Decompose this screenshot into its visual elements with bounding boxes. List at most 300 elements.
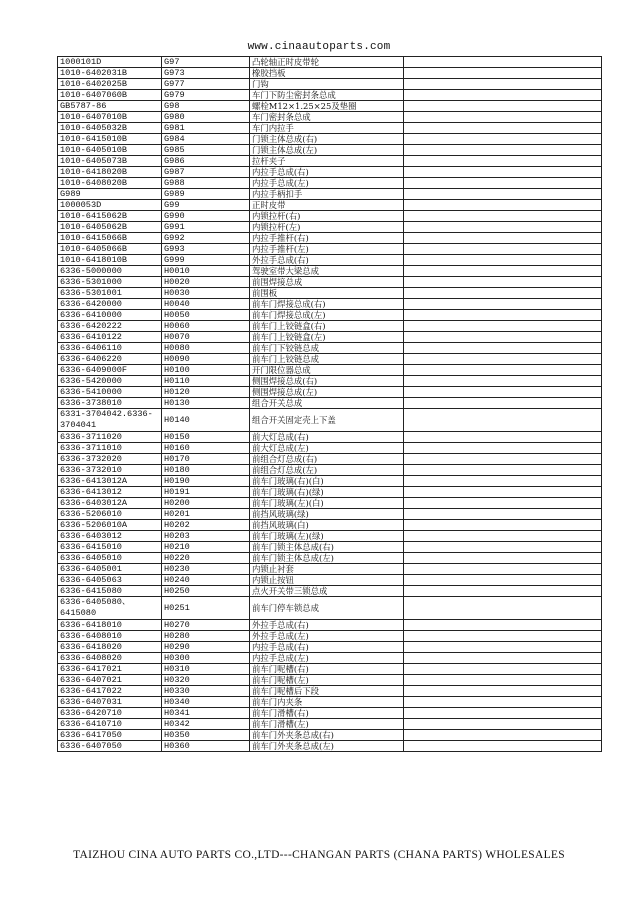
blank-cell [404, 741, 602, 752]
part-name-cell: 前车门下铰链总成 [250, 343, 404, 354]
table-row [58, 631, 602, 642]
part-number-cell: 6336-6408020 [58, 653, 162, 664]
part-number-cell: 1010-6415062B [58, 211, 162, 222]
code-cell: G977 [162, 79, 250, 90]
part-number-cell: 1010-6415066B [58, 233, 162, 244]
part-name-cell: 内拉手总成(左) [250, 178, 404, 189]
part-name-cell: 前挡风玻璃(绿) [250, 509, 404, 520]
part-name-cell: 内拉手柄扣手 [250, 189, 404, 200]
part-name-cell: 内锁拉杆(左) [250, 222, 404, 233]
part-name-cell: 前车门外夹条总成(左) [250, 741, 404, 752]
blank-cell [404, 564, 602, 575]
blank-cell [404, 597, 602, 620]
table-row [58, 79, 602, 90]
code-cell: H0240 [162, 575, 250, 586]
code-cell: H0341 [162, 708, 250, 719]
part-number-cell: 6336-6415080 [58, 586, 162, 597]
blank-cell [404, 123, 602, 134]
blank-cell [404, 509, 602, 520]
table-row [58, 145, 602, 156]
website-header: www.cinaautoparts.com [247, 41, 391, 53]
code-cell: H0202 [162, 520, 250, 531]
part-number-cell: 1010-6407060B [58, 90, 162, 101]
part-name-cell: 前车门上铰链总成 [250, 354, 404, 365]
part-name-cell: 前车门滑槽(左) [250, 719, 404, 730]
code-cell: H0100 [162, 365, 250, 376]
part-number-cell: 6336-6406220 [58, 354, 162, 365]
code-cell: H0342 [162, 719, 250, 730]
code-cell: H0200 [162, 498, 250, 509]
part-number-cell: 1010-6402031B [58, 68, 162, 79]
part-name-cell: 前大灯总成(左) [250, 443, 404, 454]
blank-cell [404, 222, 602, 233]
blank-cell [404, 134, 602, 145]
blank-cell [404, 332, 602, 343]
table-row [58, 575, 602, 586]
part-name-cell: 前组合灯总成(左) [250, 465, 404, 476]
blank-cell [404, 354, 602, 365]
part-name-cell: 车门密封条总成 [250, 112, 404, 123]
part-number-cell: 6336-6408010 [58, 631, 162, 642]
part-number-cell: 6336-6417050 [58, 730, 162, 741]
part-number-cell: 1010-6418020B [58, 167, 162, 178]
code-cell: H0270 [162, 620, 250, 631]
blank-cell [404, 697, 602, 708]
table-row [58, 222, 602, 233]
part-number-cell: 1010-6402025B [58, 79, 162, 90]
code-cell: G989 [162, 189, 250, 200]
part-number-cell: 6336-5301000 [58, 277, 162, 288]
part-name-cell: 侧围焊接总成(左) [250, 387, 404, 398]
part-number-cell: 6336-6413012 [58, 487, 162, 498]
code-cell: H0160 [162, 443, 250, 454]
table-row [58, 398, 602, 409]
part-name-cell: 外拉手总成(右) [250, 255, 404, 266]
part-number-cell: 6336-6403012A [58, 498, 162, 509]
part-name-cell: 前车门玻璃(左)(白) [250, 498, 404, 509]
part-number-cell: 6336-5206010 [58, 509, 162, 520]
table-row [58, 708, 602, 719]
code-cell: H0180 [162, 465, 250, 476]
code-cell: H0020 [162, 277, 250, 288]
code-cell: G985 [162, 145, 250, 156]
blank-cell [404, 620, 602, 631]
code-cell: G980 [162, 112, 250, 123]
part-number-cell: 1000053D [58, 200, 162, 211]
code-cell: H0330 [162, 686, 250, 697]
part-number-cell: 6336-6407021 [58, 675, 162, 686]
table-row [58, 376, 602, 387]
blank-cell [404, 376, 602, 387]
code-cell: H0150 [162, 432, 250, 443]
table-row [58, 487, 602, 498]
code-cell: H0050 [162, 310, 250, 321]
part-number-cell: 6336-6418020 [58, 642, 162, 653]
part-number-cell: 6336-5301001 [58, 288, 162, 299]
table-row [58, 454, 602, 465]
part-number-cell: 6336-6406110 [58, 343, 162, 354]
blank-cell [404, 68, 602, 79]
code-cell: H0090 [162, 354, 250, 365]
part-name-cell: 开门限位器总成 [250, 365, 404, 376]
table-row [58, 432, 602, 443]
part-name-cell: 前大灯总成(右) [250, 432, 404, 443]
code-cell: H0300 [162, 653, 250, 664]
code-cell: H0010 [162, 266, 250, 277]
part-name-cell: 前车门上铰链盒(右) [250, 321, 404, 332]
part-name-cell: 前围板 [250, 288, 404, 299]
blank-cell [404, 664, 602, 675]
table-row [58, 211, 602, 222]
part-name-cell: 前车门玻璃(右)(绿) [250, 487, 404, 498]
part-number-cell: 1010-6415010B [58, 134, 162, 145]
blank-cell [404, 266, 602, 277]
blank-cell [404, 79, 602, 90]
code-cell: H0190 [162, 476, 250, 487]
table-row [58, 101, 602, 112]
code-cell: H0250 [162, 586, 250, 597]
code-cell: G973 [162, 68, 250, 79]
blank-cell [404, 288, 602, 299]
part-name-cell: 前挡风玻璃(白) [250, 520, 404, 531]
table-row [58, 498, 602, 509]
table-row [58, 409, 602, 432]
blank-cell [404, 277, 602, 288]
part-number-cell: 6336-5000000 [58, 266, 162, 277]
code-cell: H0310 [162, 664, 250, 675]
blank-cell [404, 686, 602, 697]
blank-cell [404, 432, 602, 443]
part-number-cell: 6336-6420710 [58, 708, 162, 719]
part-name-cell: 内锁止衬套 [250, 564, 404, 575]
table-row [58, 553, 602, 564]
table-row [58, 233, 602, 244]
table-row [58, 564, 602, 575]
part-number-cell: 6336-6420000 [58, 299, 162, 310]
code-cell: H0280 [162, 631, 250, 642]
part-name-cell: 内拉手总成(右) [250, 167, 404, 178]
part-name-cell: 前车门焊接总成(右) [250, 299, 404, 310]
part-number-cell: 6336-6415010 [58, 542, 162, 553]
part-name-cell: 前围焊接总成 [250, 277, 404, 288]
blank-cell [404, 719, 602, 730]
blank-cell [404, 57, 602, 68]
blank-cell [404, 244, 602, 255]
blank-cell [404, 708, 602, 719]
parts-table [57, 56, 602, 752]
blank-cell [404, 454, 602, 465]
table-row [58, 697, 602, 708]
part-number-cell: 1010-6405073B [58, 156, 162, 167]
blank-cell [404, 255, 602, 266]
part-number-cell: 1010-6405066B [58, 244, 162, 255]
part-number-cell: 6336-3732020 [58, 454, 162, 465]
blank-cell [404, 387, 602, 398]
part-name-cell: 橡胶挡板 [250, 68, 404, 79]
part-name-cell: 拉杆夹子 [250, 156, 404, 167]
table-row [58, 68, 602, 79]
blank-cell [404, 642, 602, 653]
code-cell: G986 [162, 156, 250, 167]
blank-cell [404, 653, 602, 664]
part-number-cell: 1010-6405010B [58, 145, 162, 156]
blank-cell [404, 675, 602, 686]
part-number-cell: 6336-6417021 [58, 664, 162, 675]
part-number-cell: 6331-3704042.6336-3704041 [58, 409, 162, 432]
part-name-cell: 组合开关固定壳上下盖 [250, 409, 404, 432]
part-name-cell: 前车门呢槽(左) [250, 675, 404, 686]
blank-cell [404, 531, 602, 542]
part-name-cell: 车门内拉手 [250, 123, 404, 134]
part-name-cell: 门钩 [250, 79, 404, 90]
table-row [58, 332, 602, 343]
table-row [58, 266, 602, 277]
footer-company-line: TAIZHOU CINA AUTO PARTS CO.,LTD---CHANGAN PARTS (CHANA PARTS) WHOLESALES [73, 849, 565, 861]
code-cell: H0130 [162, 398, 250, 409]
part-name-cell: 前车门锁主体总成(左) [250, 553, 404, 564]
blank-cell [404, 553, 602, 564]
part-number-cell: 6336-6418010 [58, 620, 162, 631]
table-row [58, 465, 602, 476]
table-row [58, 255, 602, 266]
part-name-cell: 前车门停车锁总成 [250, 597, 404, 620]
part-number-cell: 6336-5206010A [58, 520, 162, 531]
part-number-cell: 1010-6405032B [58, 123, 162, 134]
blank-cell [404, 211, 602, 222]
table-row [58, 244, 602, 255]
table-row [58, 387, 602, 398]
blank-cell [404, 730, 602, 741]
part-number-cell: 6336-6410710 [58, 719, 162, 730]
table-row [58, 741, 602, 752]
blank-cell [404, 398, 602, 409]
part-name-cell: 螺栓M12×1.25×25及垫圈 [250, 101, 404, 112]
code-cell: H0220 [162, 553, 250, 564]
part-name-cell: 组合开关总成 [250, 398, 404, 409]
table-row [58, 189, 602, 200]
part-number-cell: 1010-6405062B [58, 222, 162, 233]
code-cell: H0290 [162, 642, 250, 653]
blank-cell [404, 476, 602, 487]
table-row [58, 509, 602, 520]
blank-cell [404, 112, 602, 123]
part-number-cell: 6336-6409000F [58, 365, 162, 376]
table-row [58, 675, 602, 686]
part-name-cell: 内拉手推杆(左) [250, 244, 404, 255]
part-name-cell: 前车门玻璃(左)(绿) [250, 531, 404, 542]
code-cell: H0201 [162, 509, 250, 520]
part-number-cell: 6336-6405080、6415080 [58, 597, 162, 620]
table-row [58, 321, 602, 332]
blank-cell [404, 233, 602, 244]
table-row [58, 90, 602, 101]
code-cell: H0070 [162, 332, 250, 343]
part-name-cell: 前车门玻璃(右)(白) [250, 476, 404, 487]
code-cell: H0060 [162, 321, 250, 332]
part-name-cell: 门锁主体总成(左) [250, 145, 404, 156]
code-cell: H0040 [162, 299, 250, 310]
code-cell: H0203 [162, 531, 250, 542]
table-row [58, 178, 602, 189]
table-row [58, 531, 602, 542]
part-number-cell: 1010-6418010B [58, 255, 162, 266]
blank-cell [404, 200, 602, 211]
part-number-cell: 6336-5420000 [58, 376, 162, 387]
part-name-cell: 前车门滑槽(右) [250, 708, 404, 719]
code-cell: H0340 [162, 697, 250, 708]
blank-cell [404, 520, 602, 531]
part-name-cell: 前车门内夹条 [250, 697, 404, 708]
part-number-cell: 6336-6420222 [58, 321, 162, 332]
code-cell: G98 [162, 101, 250, 112]
part-number-cell: 6336-3738010 [58, 398, 162, 409]
blank-cell [404, 631, 602, 642]
table-row [58, 57, 602, 68]
part-number-cell: 6336-6405001 [58, 564, 162, 575]
blank-cell [404, 365, 602, 376]
part-name-cell: 前车门上铰链盒(左) [250, 332, 404, 343]
part-number-cell: 6336-6403012 [58, 531, 162, 542]
table-row [58, 719, 602, 730]
code-cell: G992 [162, 233, 250, 244]
part-name-cell: 前车门外夹条总成(右) [250, 730, 404, 741]
code-cell: G984 [162, 134, 250, 145]
code-cell: H0230 [162, 564, 250, 575]
blank-cell [404, 575, 602, 586]
part-name-cell: 内锁止按钮 [250, 575, 404, 586]
part-name-cell: 驾驶室带大梁总成 [250, 266, 404, 277]
part-number-cell: 6336-6407050 [58, 741, 162, 752]
part-name-cell: 点火开关带三锁总成 [250, 586, 404, 597]
code-cell: H0030 [162, 288, 250, 299]
part-name-cell: 门锁主体总成(右) [250, 134, 404, 145]
table-row [58, 730, 602, 741]
blank-cell [404, 586, 602, 597]
code-cell: H0120 [162, 387, 250, 398]
code-cell: G987 [162, 167, 250, 178]
part-name-cell: 车门下防尘密封条总成 [250, 90, 404, 101]
part-name-cell: 侧围焊接总成(右) [250, 376, 404, 387]
parts-table-body [58, 57, 602, 752]
code-cell: H0350 [162, 730, 250, 741]
blank-cell [404, 498, 602, 509]
blank-cell [404, 145, 602, 156]
blank-cell [404, 343, 602, 354]
part-name-cell: 正时皮带 [250, 200, 404, 211]
blank-cell [404, 178, 602, 189]
table-row [58, 288, 602, 299]
table-row [58, 686, 602, 697]
part-number-cell: 6336-6410122 [58, 332, 162, 343]
part-number-cell: 6336-3711010 [58, 443, 162, 454]
part-number-cell: 1010-6408020B [58, 178, 162, 189]
code-cell: H0140 [162, 409, 250, 432]
code-cell: G979 [162, 90, 250, 101]
blank-cell [404, 465, 602, 476]
part-name-cell: 内拉手总成(右) [250, 642, 404, 653]
table-row [58, 277, 602, 288]
code-cell: H0320 [162, 675, 250, 686]
code-cell: G981 [162, 123, 250, 134]
code-cell: H0360 [162, 741, 250, 752]
table-row [58, 443, 602, 454]
blank-cell [404, 310, 602, 321]
table-row [58, 354, 602, 365]
code-cell: G999 [162, 255, 250, 266]
table-row [58, 134, 602, 145]
blank-cell [404, 542, 602, 553]
table-row [58, 156, 602, 167]
table-row [58, 542, 602, 553]
code-cell: G990 [162, 211, 250, 222]
code-cell: H0110 [162, 376, 250, 387]
table-row [58, 476, 602, 487]
blank-cell [404, 299, 602, 310]
code-cell: G993 [162, 244, 250, 255]
part-number-cell: 6336-6405010 [58, 553, 162, 564]
code-cell: G991 [162, 222, 250, 233]
part-number-cell: 6336-6417022 [58, 686, 162, 697]
table-row [58, 620, 602, 631]
table-row [58, 112, 602, 123]
part-name-cell: 内拉手总成(左) [250, 653, 404, 664]
blank-cell [404, 101, 602, 112]
table-row [58, 299, 602, 310]
code-cell: G99 [162, 200, 250, 211]
part-number-cell: 1000101D [58, 57, 162, 68]
part-name-cell: 外拉手总成(右) [250, 620, 404, 631]
blank-cell [404, 321, 602, 332]
table-row [58, 167, 602, 178]
part-name-cell: 前组合灯总成(右) [250, 454, 404, 465]
code-cell: G97 [162, 57, 250, 68]
code-cell: H0251 [162, 597, 250, 620]
part-number-cell: 6336-6413012A [58, 476, 162, 487]
part-number-cell: GB5787-86 [58, 101, 162, 112]
table-row [58, 597, 602, 620]
table-row [58, 642, 602, 653]
part-name-cell: 凸轮轴正时皮带轮 [250, 57, 404, 68]
part-name-cell: 前车门焊接总成(左) [250, 310, 404, 321]
part-number-cell: 6336-3732010 [58, 465, 162, 476]
part-number-cell: 6336-5410000 [58, 387, 162, 398]
part-number-cell: 6336-3711020 [58, 432, 162, 443]
table-row [58, 653, 602, 664]
blank-cell [404, 90, 602, 101]
part-name-cell: 前车门锁主体总成(右) [250, 542, 404, 553]
table-row [58, 123, 602, 134]
part-name-cell: 外拉手总成(左) [250, 631, 404, 642]
code-cell: H0080 [162, 343, 250, 354]
code-cell: G988 [162, 178, 250, 189]
table-row [58, 343, 602, 354]
table-row [58, 520, 602, 531]
part-name-cell: 内拉手推杆(右) [250, 233, 404, 244]
table-row [58, 365, 602, 376]
blank-cell [404, 443, 602, 454]
code-cell: H0191 [162, 487, 250, 498]
part-number-cell: 1010-6407010B [58, 112, 162, 123]
blank-cell [404, 167, 602, 178]
table-row [58, 664, 602, 675]
blank-cell [404, 156, 602, 167]
code-cell: H0170 [162, 454, 250, 465]
part-name-cell: 前车门呢槽后下段 [250, 686, 404, 697]
part-number-cell: G989 [58, 189, 162, 200]
table-row [58, 586, 602, 597]
table-row [58, 310, 602, 321]
blank-cell [404, 189, 602, 200]
